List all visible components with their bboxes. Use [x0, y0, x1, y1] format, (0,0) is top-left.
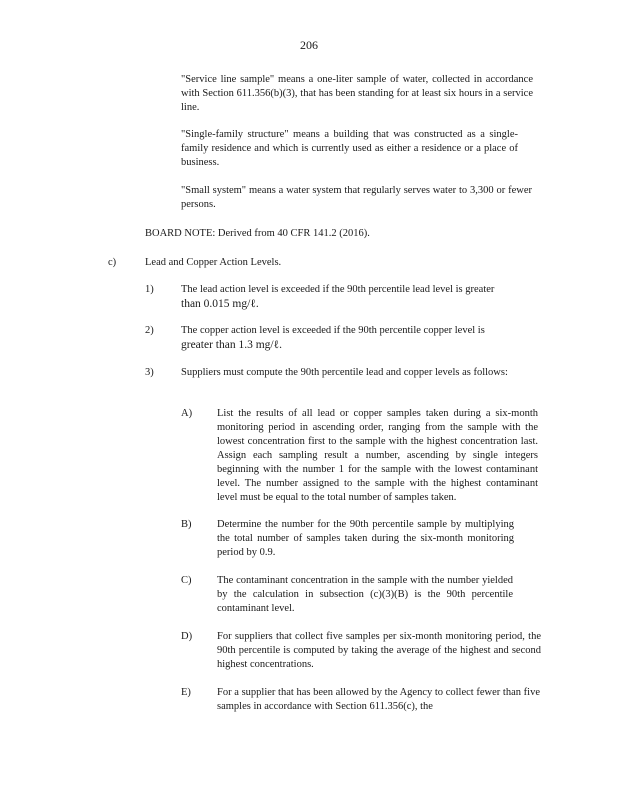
item-text-line: The copper action level is exceeded if the 90th percentile copper level is	[181, 325, 485, 336]
section-title: Lead and Copper Action Levels.	[145, 257, 282, 268]
item-label: 3)	[145, 367, 154, 378]
subitem-text: For suppliers that collect five samples per six-month monitoring period, the 90th percentile is computed by taking the average of the highest and second highest concentrations.	[217, 631, 541, 670]
subitem-text: For a supplier that has been allowed by the Agency to collect fewer than five samples in accordance with Section 611.356(c), the	[217, 687, 540, 712]
item-text: Suppliers must compute the 90th percentile lead and copper levels as follows:	[181, 367, 508, 378]
subitem-label: A)	[181, 408, 193, 419]
definition-small-system: "Small system" means a water system that regularly serves water to 3,300 or fewer persons.	[181, 185, 532, 210]
subitem-text: Determine the number for the 90th percentile sample by multiplying the total number of samples taken during the six-month monitoring period by 0.9.	[217, 519, 514, 558]
item-text	[181, 283, 534, 312]
item-text-line: The lead action level is exceeded if the 90th percentile lead level is greater	[181, 284, 495, 295]
item-text-cont: than 0.015 mg/ℓ.	[181, 298, 259, 310]
subitem-label: E)	[181, 687, 191, 698]
item-label: 1)	[145, 284, 154, 295]
section-label: c)	[108, 257, 117, 268]
item-label: 2)	[145, 325, 154, 336]
definition-single-family-structure: "Single-family structure" means a building that was constructed as a single-family residence and which is currently used as either a residence or a place of business.	[181, 129, 518, 168]
definition-service-line-sample: "Service line sample" means a one-liter sample of water, collected in accordance with Section 611.356(b)(3), that has been standing for at least six hours in a service line.	[181, 74, 533, 113]
subitem-label: B)	[181, 519, 192, 530]
item-text-cont: greater than 1.3 mg/ℓ.	[181, 339, 282, 351]
subitem-label: D)	[181, 631, 193, 642]
subitem-text: List the results of all lead or copper samples taken during a six-month monitoring period in ascending order, ranging from the sample with the lowest concentration first to the sample with the highest concentration last. Assign each sampling result a number, ascending by single integers beginning with the number 1 for the sample with the lowest contaminant level. The number assigned to the sample with the highest contaminant level must be equal to the total number of samples taken.	[217, 408, 538, 503]
board-note: BOARD NOTE: Derived from 40 CFR 141.2 (2016).	[145, 228, 370, 239]
subitem-text: The contaminant concentration in the sample with the number yielded by the calculation in subsection (c)(3)(B) is the 90th percentile contaminant level.	[217, 575, 513, 614]
item-text	[181, 324, 530, 353]
subitem-label: C)	[181, 575, 192, 586]
page-number: 206	[300, 38, 318, 52]
